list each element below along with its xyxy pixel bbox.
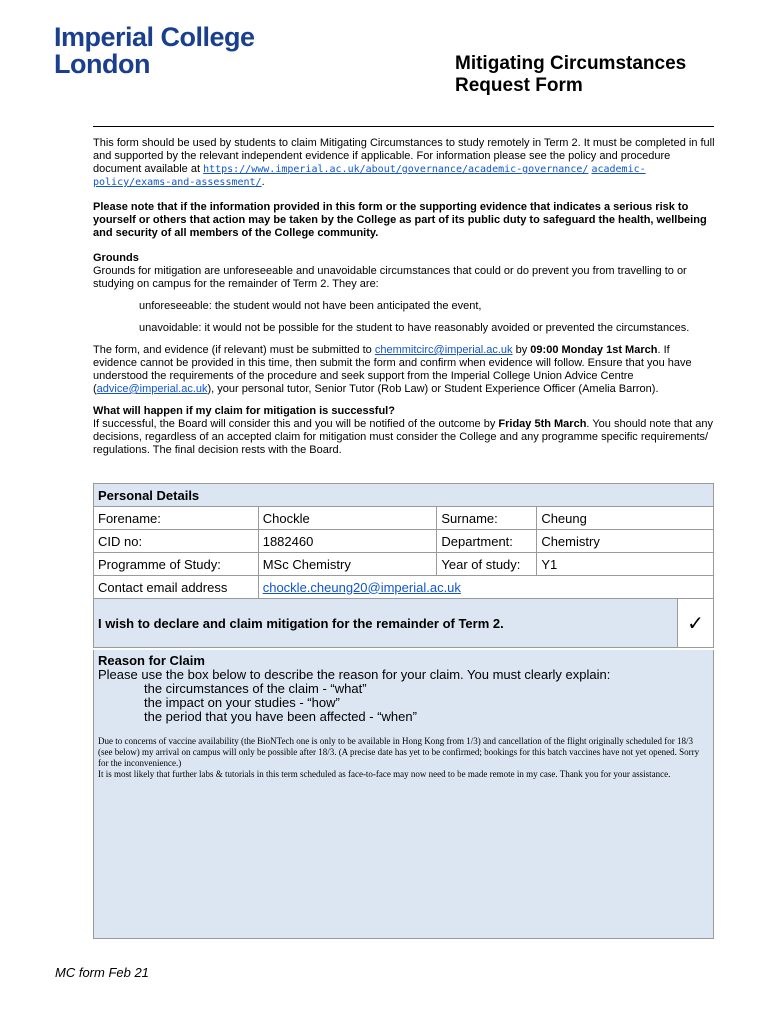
programme-value[interactable]: MSc Chemistry	[258, 553, 437, 576]
reason-when: the period that you have been affected - “when”	[144, 709, 417, 724]
outcome-heading: What will happen if my claim for mitigation is successful?	[93, 405, 395, 417]
warning-paragraph: Please note that if the information provided in this form or the supporting evidence that indicates a serious risk to yourself or others that action may be taken by the College as part of its public duty to safeguard the health, wellbeing and security of all members of the College community.	[93, 201, 707, 239]
personal-details-heading: Personal Details	[94, 484, 714, 507]
outcome-paragraph: If successful, the Board will consider this and you will be notified of the outcome by Friday 5th March. You should note that any decisions, regardless of an accepted claim for mitigation must consider the College and any programme specific requirements/ regulations. The final decision rests with the Board.	[93, 418, 714, 456]
submission-email-link[interactable]: chemmitcirc@imperial.ac.uk	[374, 344, 513, 356]
reason-what: the circumstances of the claim - “what”	[144, 681, 367, 696]
cid-value[interactable]: 1882460	[258, 530, 437, 553]
policy-link-1[interactable]: https://www.imperial.ac.uk/about/governance/academic-governance/	[203, 164, 589, 175]
instructions	[93, 137, 716, 457]
year-value[interactable]: Y1	[537, 553, 714, 576]
surname-value[interactable]: Cheung	[537, 507, 714, 530]
grounds-item-unforeseeable: unforeseeable: the student would not have been anticipated the event,	[139, 300, 482, 312]
forename-label: Forename:	[94, 507, 259, 530]
policy-link-2[interactable]: academic-policy/exams-and-assessment/	[93, 164, 646, 188]
personal-details-table	[93, 483, 714, 648]
claim-paragraph-1: Due to concerns of vaccine availability (the BioNTech one is only to be available in Hong Kong from 1/3) and cancellation of the flight originally scheduled for 18/3 (see below) my arrival on campus will only be possible after 18/3. (A precise date has yet to be confirmed; bookings for this batch vaccines have not yet opened. Sorry for the inconvenience.)	[98, 736, 700, 768]
header-divider	[93, 126, 714, 127]
grounds-item-unavoidable: unavoidable: it would not be possible for the student to have reasonably avoided or prevented the circumstances.	[139, 322, 690, 334]
grounds-text: Grounds for mitigation are unforeseeable and unavoidable circumstances that could or do prevent you from travelling to or studying on campus for the remainder of Term 2. They are:	[93, 265, 687, 290]
reason-heading: Reason for Claim	[98, 653, 205, 668]
claim-paragraph-2: It is most likely that further labs & tutorials in this term scheduled as face-to-face may now need to be made remote in my case. Thank you for your assistance.	[98, 769, 671, 779]
logo-line-2: London	[54, 49, 150, 79]
claim-textarea[interactable]	[98, 736, 709, 780]
declaration-text: I wish to declare and claim mitigation for the remainder of Term 2.	[94, 599, 678, 648]
footer-label: MC form Feb 21	[55, 965, 149, 980]
reason-for-claim-section	[93, 650, 714, 939]
advice-email-link[interactable]: advice@imperial.ac.uk	[96, 383, 208, 395]
department-label: Department:	[437, 530, 537, 553]
logo-line-1: Imperial College	[54, 22, 255, 52]
declaration-checkbox[interactable]: ✓	[678, 599, 714, 648]
intro-paragraph: This form should be used by students to claim Mitigating Circumstances to study remotely in Term 2. It must be completed in full and supported by the relevant independent evidence if applicable. For information please see the policy and procedure document available at https://www.imperial.ac.uk/about/governance/academic-governance/ academic-policy/exams-and-assessment/.	[93, 137, 715, 188]
reason-instruction: Please use the box below to describe the reason for your claim. You must clearly explain:	[98, 667, 611, 682]
contact-email-link[interactable]: chockle.cheung20@imperial.ac.uk	[262, 579, 461, 595]
cid-label: CID no:	[94, 530, 259, 553]
reason-how: the impact on your studies - “how”	[144, 695, 340, 710]
form-title: Mitigating Circumstances Request Form	[455, 53, 687, 96]
department-value[interactable]: Chemistry	[537, 530, 714, 553]
year-label: Year of study:	[437, 553, 537, 576]
submission-paragraph: The form, and evidence (if relevant) must be submitted to chemmitcirc@imperial.ac.uk by 09:00 Monday 1st March. If evidence cannot be provided in this time, then submit the form and confirm when evidence will follow. Ensure that you have understood the requirements of the procedure and seek support from the Imperial College Union Advice Centre (advice@imperial.ac.uk), your personal tutor, Senior Tutor (Rob Law) or Student Experience Officer (Amelia Barron).	[93, 344, 692, 395]
surname-label: Surname:	[437, 507, 537, 530]
college-logo	[54, 24, 255, 78]
programme-label: Programme of Study:	[94, 553, 259, 576]
email-label: Contact email address	[94, 576, 259, 599]
grounds-heading: Grounds	[93, 252, 139, 264]
forename-value[interactable]: Chockle	[258, 507, 437, 530]
email-value[interactable]	[258, 576, 713, 599]
